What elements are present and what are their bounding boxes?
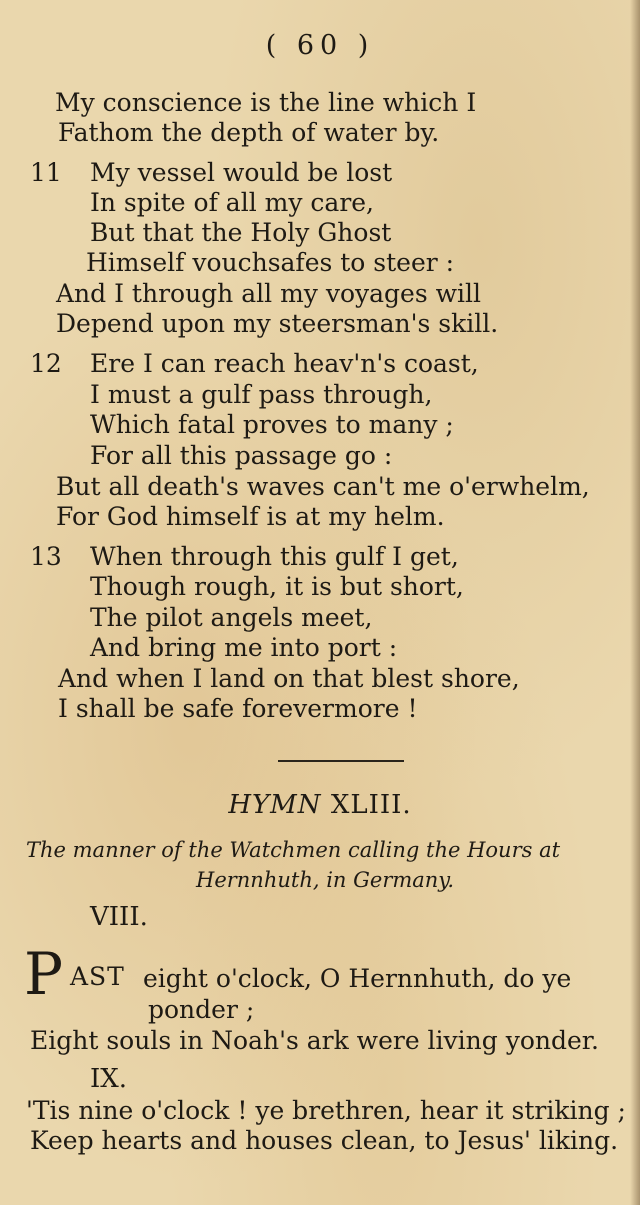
verse-line: And bring me into port :: [90, 633, 398, 662]
page-edge-shadow: [630, 0, 640, 1205]
verse-line: ponder ;: [148, 995, 255, 1024]
verse-line: My vessel would be lost: [90, 158, 393, 187]
hymn-subtitle: The manner of the Watchmen calling the Hours at: [26, 838, 561, 862]
verse-line: I shall be safe forevermore !: [58, 694, 418, 723]
verse-line: But that the Holy Ghost: [90, 218, 392, 247]
verse-line: But all death's waves can't me o'erwhelm,: [56, 472, 590, 501]
verse-line: Though rough, it is but short,: [90, 572, 464, 601]
verse-line: When through this gulf I get,: [90, 542, 459, 571]
verse-line: Keep hearts and houses clean, to Jesus' liking.: [30, 1126, 619, 1155]
verse-line: In spite of all my care,: [90, 188, 375, 217]
small-caps-word: AST: [70, 962, 125, 991]
page-number: ( 60 ): [265, 30, 375, 61]
section-numeral: IX.: [90, 1064, 128, 1094]
verse-line: eight o'clock, O Hernnhuth, do ye: [143, 964, 572, 993]
verse-line: Which fatal proves to many ;: [90, 410, 454, 439]
drop-cap: P: [24, 940, 64, 1008]
verse-line: Himself vouchsafes to steer :: [86, 248, 455, 277]
hymn-title: [0, 790, 640, 820]
verse-line: For all this passage go :: [90, 441, 393, 470]
verse-line: My conscience is the line which I: [55, 88, 477, 117]
verse-number: 13: [30, 542, 62, 571]
verse-line: The pilot angels meet,: [90, 603, 373, 632]
section-numeral: VIII.: [90, 902, 148, 932]
verse-line: And when I land on that blest shore,: [58, 664, 520, 693]
hymn-subtitle: Hernnhuth, in Germany.: [196, 868, 455, 892]
hymn-label: HYMN: [228, 790, 322, 820]
verse-line: Eight souls in Noah's ark were living yonder.: [30, 1026, 599, 1055]
verse-number: 11: [30, 158, 62, 187]
verse-line: Depend upon my steersman's skill.: [56, 309, 499, 338]
hymn-numeral: XLIII.: [330, 790, 412, 820]
verse-line: I must a gulf pass through,: [90, 380, 433, 409]
verse-line: And I through all my voyages will: [56, 279, 482, 308]
verse-line: Fathom the depth of water by.: [58, 118, 440, 147]
section-divider: [278, 760, 404, 762]
verse-line: Ere I can reach heav'n's coast,: [90, 349, 479, 378]
verse-line: For God himself is at my helm.: [56, 502, 445, 531]
verse-line: 'Tis nine o'clock ! ye brethren, hear it striking ;: [26, 1096, 626, 1125]
verse-number: 12: [30, 349, 62, 378]
